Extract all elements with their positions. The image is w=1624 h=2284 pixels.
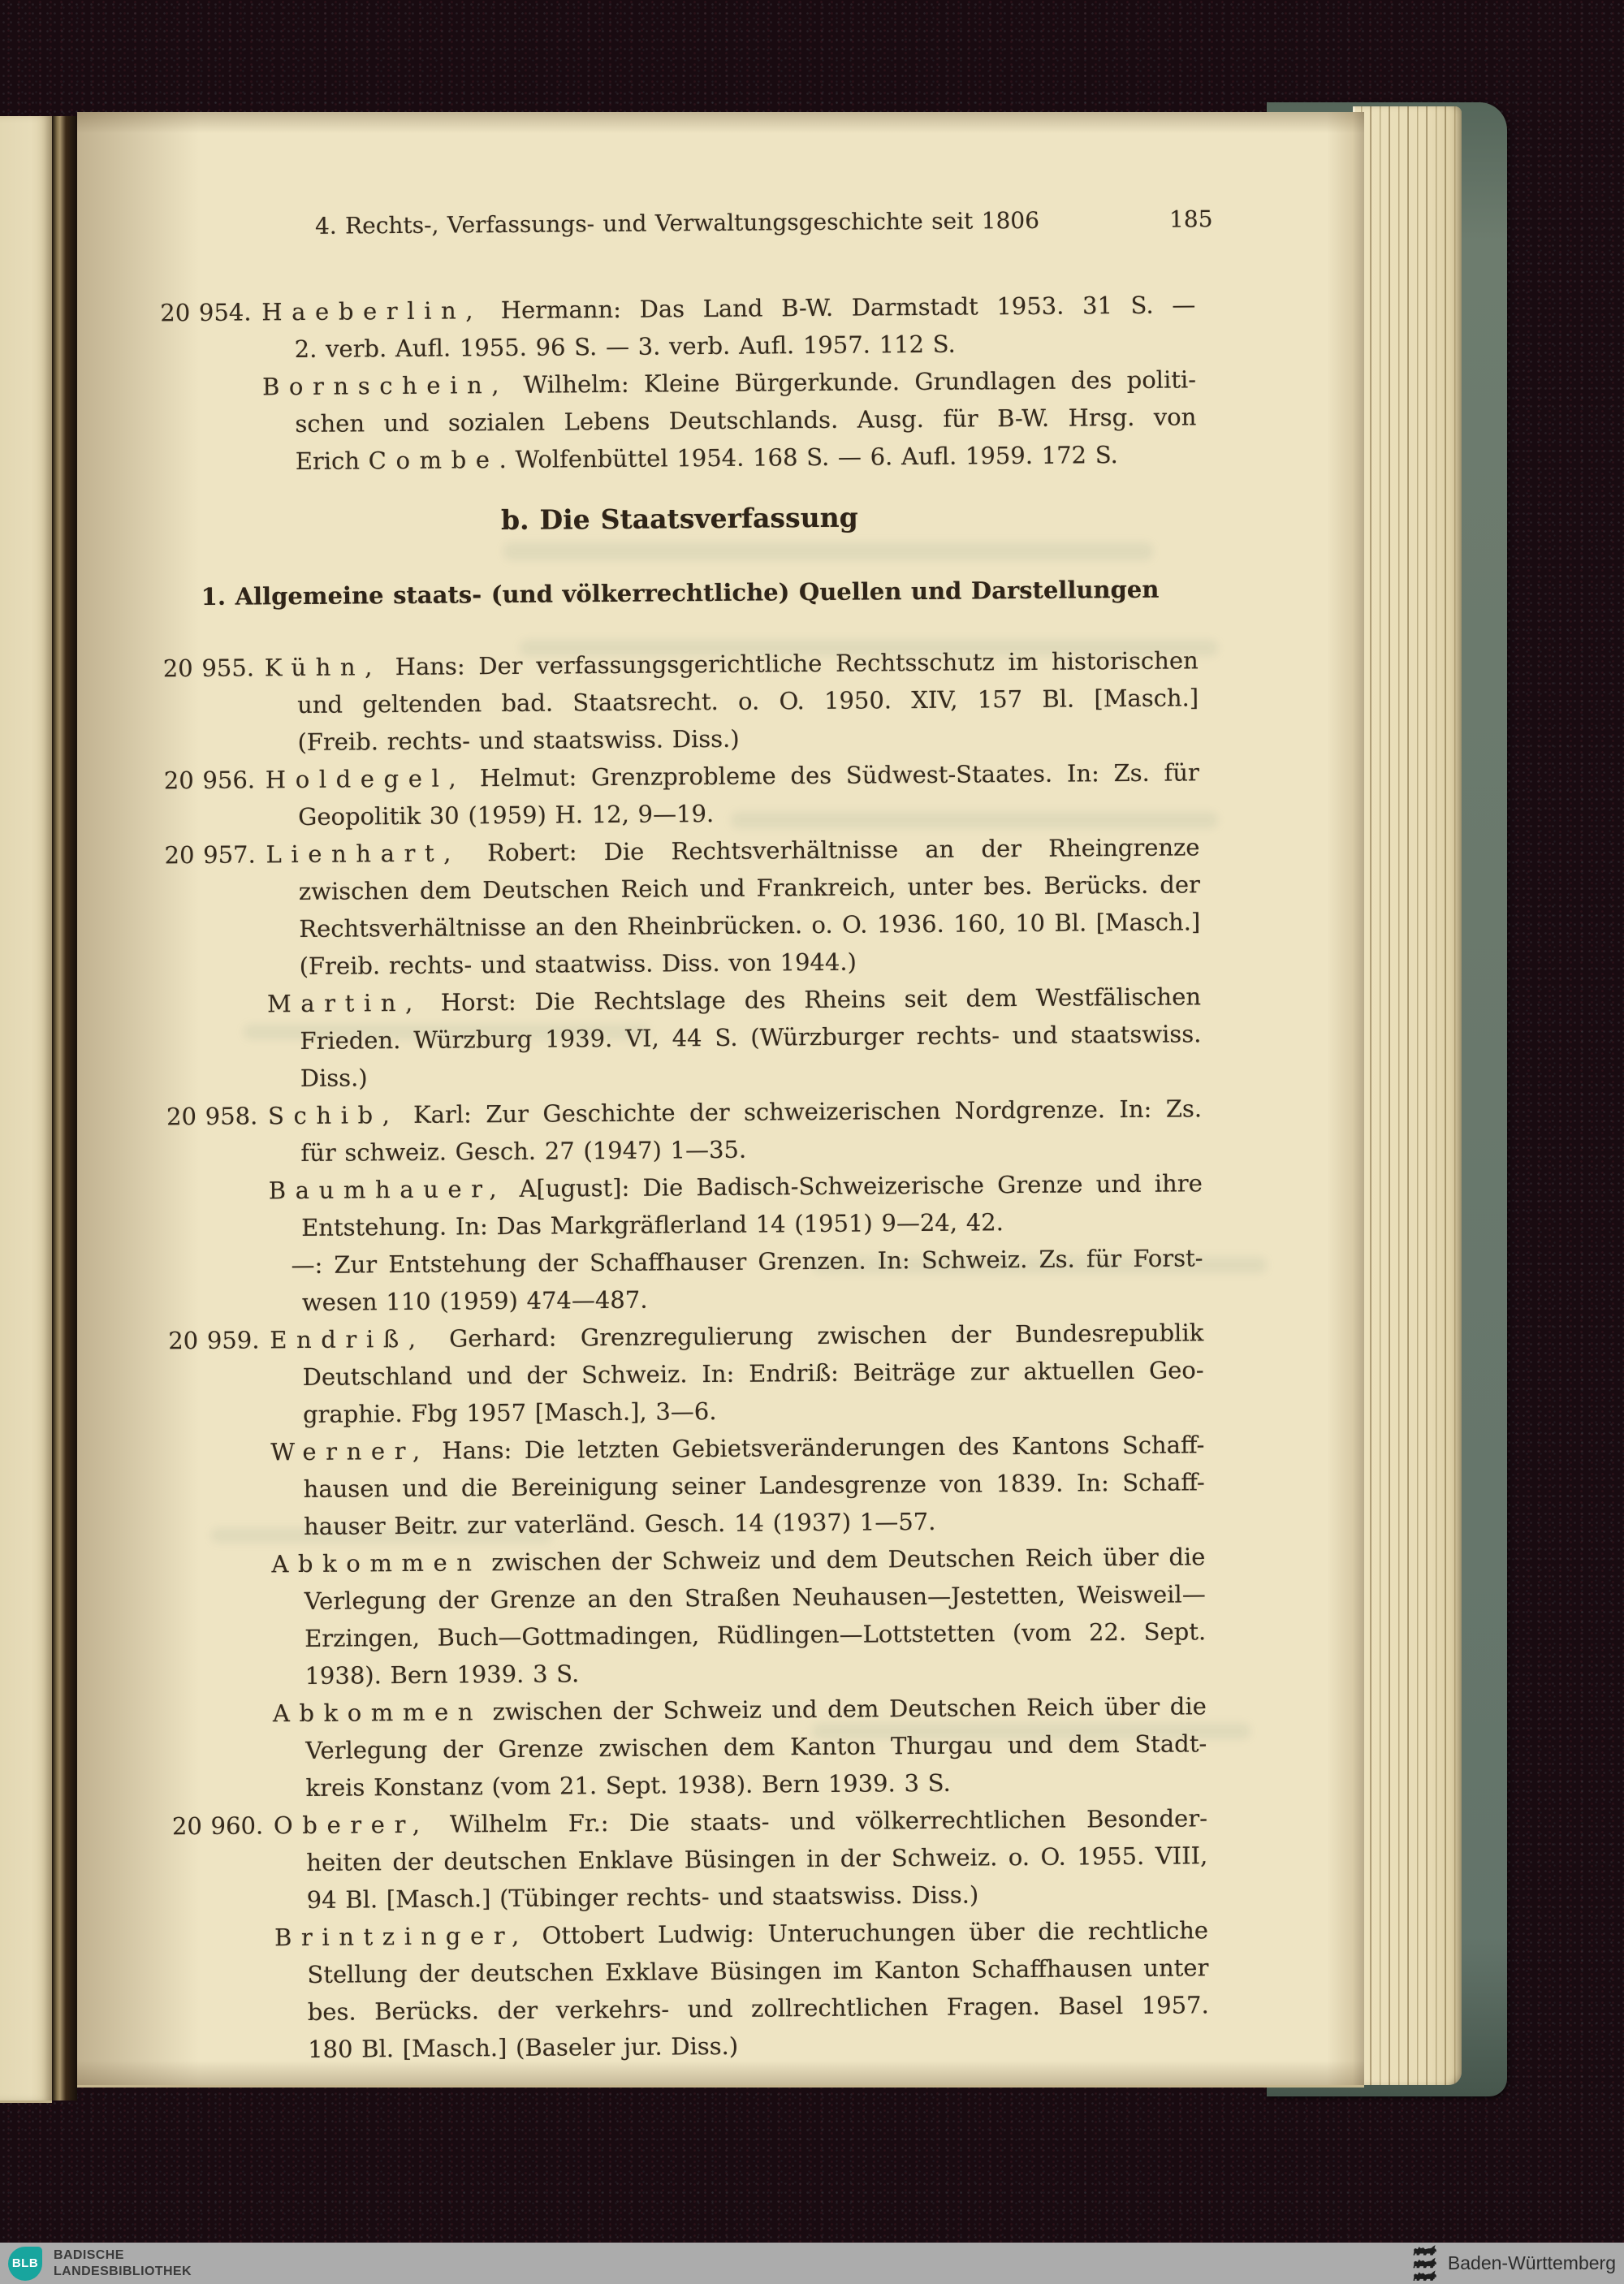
text-line: (Freib. rechts- und staatswiss. Diss.) <box>297 724 740 757</box>
blb-logo-text: BLB <box>11 2256 39 2270</box>
text-line: graphie. Fbg 1957 [Masch.], 3—6. <box>302 1397 717 1429</box>
text-line: Geopolitik 30 (1959) H. 12, 9—19. <box>298 800 715 831</box>
text-line: wesen 110 (1959) 474—487. <box>301 1285 648 1317</box>
text-line: kreis Konstanz (vom 21. Sept. 1938). Bern 1939. 3 S. <box>305 1768 951 1802</box>
text-line: Haeberlin, Hermann: Das Land B-W. Darmstadt 1953. 31 S. — <box>261 291 1196 326</box>
bibliography-entry <box>168 1314 1204 1434</box>
spaced-author-name: Haeberlin, <box>261 296 483 326</box>
spaced-author-name: Oberer, <box>273 1810 430 1840</box>
text-line: Rechtsverhältnisse an den Rheinbrücken. o. O. 1936. 160, 10 Bl. [Masch.] <box>299 908 1201 943</box>
text-line: Deutschland und der Schweiz. In: Endriß: Beiträge zur aktuellen Geo- <box>302 1356 1204 1392</box>
text-line: Holdegel, Helmut: Grenzprobleme des Südwest-Staates. In: Zs. für <box>265 758 1199 794</box>
text-line: Stellung der deutschen Exklave Büsingen im Kanton Schaffhausen unter <box>307 1954 1209 1988</box>
text-line: Brintzinger, Ottobert Ludwig: Unteruchungen über die rechtliche <box>274 1916 1209 1952</box>
subsection-heading: 1. Allgemeine staats- (und völkerrechtliche) Quellen und Darstellungen <box>201 575 1160 611</box>
text-line: Diss.) <box>300 1064 368 1093</box>
bibliography-entry <box>171 1687 1207 1807</box>
spaced-author-name: Baumhauer, <box>268 1175 507 1205</box>
text-line: Martin, Horst: Die Rechtslage des Rheins seit dem Westfälischen <box>266 982 1202 1018</box>
entry-number: 20 955. <box>162 654 255 683</box>
spaced-author-name: Lienhart, <box>266 839 461 869</box>
text-line: Erzingen, Buch—Gottmadingen, Rüdlingen—Lottstetten (vom 22. Sept. <box>304 1617 1207 1652</box>
bibliography-entry <box>173 1911 1209 2069</box>
text-line: 1938). Bern 1939. 3 S. <box>304 1660 580 1690</box>
spaced-author-name: Kühn, <box>264 653 382 682</box>
text-line: bes. Berücks. der verkehrs- und zollrechtlichen Fragen. Basel 1957. <box>307 1991 1209 2026</box>
text-line: —: Zur Entstehung der Schaffhauser Grenzen. In: Schweiz. Zs. für Forst- <box>291 1244 1203 1280</box>
text-line: Abkommen zwischen der Schweiz und dem Deutschen Reich über die <box>271 1543 1206 1578</box>
spaced-author-name: Holdegel, <box>265 764 466 794</box>
book-gutter-shadow <box>52 116 77 2101</box>
bibliography-entry <box>164 753 1200 836</box>
text-line: (Freib. rechts- und staatwiss. Diss. von 1944.) <box>299 948 857 981</box>
spaced-author-name: Abkommen <box>272 1698 483 1728</box>
bibliography-entry <box>172 1799 1208 1919</box>
spaced-author-name: Bornschein, <box>261 370 509 401</box>
text-line: Erich Combe. Wolfenbüttel 1954. 168 S. — 6. Aufl. 1959. 172 S. <box>295 441 1118 476</box>
library-name <box>54 2247 192 2280</box>
library-name-line2: LANDESBIBLIOTHEK <box>54 2264 192 2278</box>
entry-number: 20 956. <box>163 766 256 795</box>
text-line: hausen und die Bereinigung seiner Landesgrenze von 1839. In: Schaff- <box>303 1468 1205 1504</box>
printed-text <box>159 205 1213 2069</box>
spaced-author-name: Werner, <box>270 1436 430 1466</box>
left-page-edge <box>0 116 52 2103</box>
spaced-author-name: Combe <box>368 446 499 475</box>
bibliography-entry <box>167 1164 1203 1247</box>
spaced-author-name: Endriß, <box>270 1324 425 1354</box>
section-heading: b. Die Staatsverfassung <box>500 501 858 537</box>
text-line: Bornschein, Wilhelm: Kleine Bürgerkunde. Grundlagen des politi- <box>261 365 1197 401</box>
text-line: Baumhauer, A[ugust]: Die Badisch-Schweizerische Grenze und ihre <box>268 1169 1203 1205</box>
entry-number: 20 960. <box>171 1811 264 1841</box>
entry-number: 20 954. <box>160 298 252 327</box>
bibliography-entry <box>163 641 1199 762</box>
state-name: Baden-Württemberg <box>1447 2252 1616 2273</box>
page-stack-fore-edge <box>1353 106 1462 2085</box>
text-line: Entstehung. In: Das Markgräflerland 14 (1951) 9—24, 42. <box>301 1208 1004 1242</box>
text-line: Oberer, Wilhelm Fr.: Die staats- und völkerrechtlichen Besonder- <box>273 1804 1208 1840</box>
entry-number: 20 957. <box>164 840 256 870</box>
text-line: für schweiz. Gesch. 27 (1947) 1—35. <box>300 1135 747 1168</box>
bibliography-entry <box>164 828 1200 986</box>
bibliography-entry <box>167 1239 1203 1322</box>
text-column <box>160 286 1209 2069</box>
entry-number: 20 959. <box>168 1326 260 1355</box>
text-line: Verlegung der Grenze zwischen dem Kanton Thurgau und dem Stadt- <box>305 1729 1207 1764</box>
blb-logo-icon <box>8 2247 42 2281</box>
running-head-title: 4. Rechts-, Verfassungs- und Verwaltungsgeschichte seit 1806 <box>314 206 1040 240</box>
bibliography-entry <box>161 361 1197 481</box>
text-line: hauser Beitr. zur vaterländ. Gesch. 14 (1937) 1—57. <box>303 1507 936 1541</box>
text-line: Abkommen zwischen der Schweiz und dem Deutschen Reich über die <box>272 1692 1207 1728</box>
spaced-author-name: Abkommen <box>271 1548 482 1578</box>
text-line: Endriß, Gerhard: Grenzregulierung zwischen der Bundesrepublik <box>270 1319 1204 1354</box>
text-line: Kühn, Hans: Der verfassungsgerichtliche Rechtsschutz im historischen <box>264 646 1199 682</box>
text-line: und geltenden bad. Staatsrecht. o. O. 1950. XIV, 157 Bl. [Masch.] <box>296 684 1199 719</box>
state-branding <box>1410 2245 1624 2282</box>
spaced-author-name: Brintzinger, <box>274 1921 529 1952</box>
bibliography-entry <box>166 1090 1203 1172</box>
viewer-footer-bar <box>0 2243 1624 2284</box>
library-name-line1: BADISCHE <box>54 2247 124 2262</box>
text-line: Werner, Hans: Die letzten Gebietsveränderungen des Kantons Schaff- <box>270 1431 1205 1466</box>
bibliography-entry <box>160 286 1196 369</box>
text-line: 180 Bl. [Masch.] (Baseler jur. Diss.) <box>307 2031 739 2063</box>
spaced-author-name: Martin, <box>266 988 423 1018</box>
library-branding <box>0 2247 192 2281</box>
text-line: zwischen dem Deutschen Reich und Frankreich, unter bes. Berücks. der <box>298 870 1201 906</box>
bibliography-entry <box>170 1538 1206 1695</box>
text-line: heiten der deutschen Enklave Büsingen in der Schweiz. o. O. 1955. VIII, <box>306 1841 1208 1876</box>
bw-coat-of-arms-icon <box>1410 2245 1438 2282</box>
page-number: 185 <box>1168 205 1213 233</box>
text-line: Verlegung der Grenze an den Straßen Neuhausen—Jestetten, Weisweil— <box>304 1580 1206 1615</box>
text-line: Schib, Karl: Zur Geschichte der schweizerischen Nordgrenze. In: Zs. <box>267 1095 1203 1130</box>
text-line: 2. verb. Aufl. 1955. 96 S. — 3. verb. Aufl. 1957. 112 S. <box>294 330 956 364</box>
text-line: schen und sozialen Lebens Deutschlands. Ausg. für B-W. Hrsg. von <box>295 403 1197 438</box>
text-line: 94 Bl. [Masch.] (Tübinger rechts- und staatswiss. Diss.) <box>306 1880 979 1914</box>
text-line: Lienhart, Robert: Die Rechtsverhältnisse an der Rheingrenze <box>266 833 1200 869</box>
entry-number: 20 958. <box>166 1102 258 1131</box>
bibliography-entry <box>166 978 1202 1098</box>
text-line: Frieden. Würzburg 1939. VI, 44 S. (Würzburger rechts- und staatswiss. <box>300 1020 1202 1056</box>
spaced-author-name: Schib, <box>267 1101 400 1130</box>
bibliography-entry <box>169 1426 1205 1546</box>
